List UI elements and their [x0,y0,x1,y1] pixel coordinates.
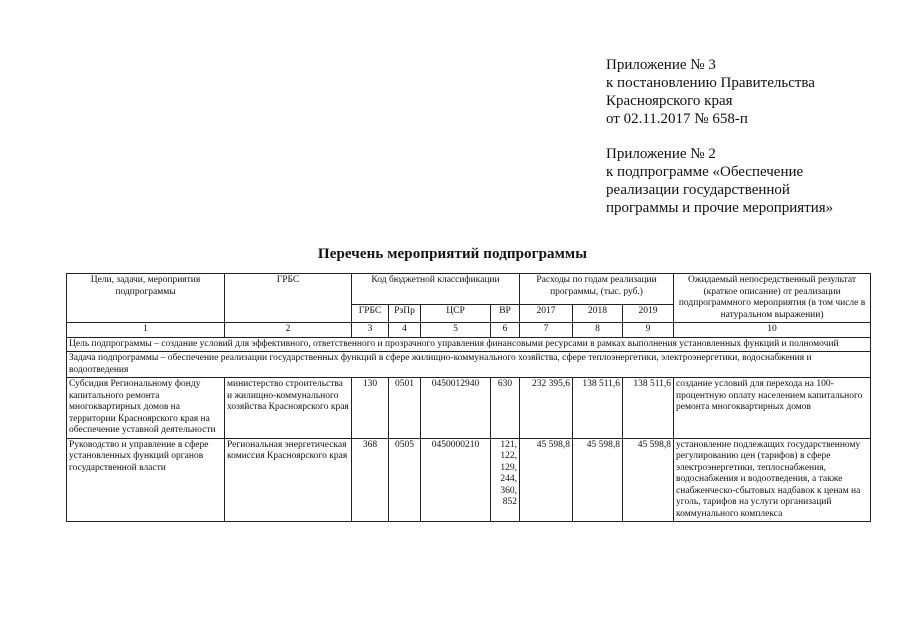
subheader-2019: 2019 [623,305,674,323]
appendix-2-block [606,145,833,217]
appendix-3-block [606,56,815,128]
column-number: 2 [225,323,352,338]
vr-code: 360, [500,485,518,496]
header-expenses-group: Расходы по годам реализации программы, (тыс. руб.) [520,274,674,305]
expected-result: установление подлежащих государственному регулированию цен (тарифов) в сфере электроэнергетики, теплоснабжения, водоснабжения и водоотведения, а также снабженческо-сбытовых надбавок к ценам на уголь, тарифов на услуги организаций коммунального комплекса [674,438,871,522]
vr-code-list [491,438,520,522]
column-number: 10 [674,323,871,338]
expense-2018: 138 511,6 [573,378,623,439]
column-number: 4 [389,323,421,338]
appendix-3-line: к постановлению Правительства [606,75,815,91]
csr-code: 0450012940 [421,378,491,439]
grbs-name: министерство строительства и жилищно-коммунального хозяйства Красноярского края [225,378,352,439]
grbs-code: 368 [352,438,389,522]
grbs-code: 130 [352,378,389,439]
vr-code: 630 [491,378,520,439]
subprogram-goal: Цель подпрограммы – создание условий для эффективного, ответственного и прозрачного управления финансовыми ресурсами в рамках выполнения установленных функций и полномочий [67,337,871,352]
goal-row [67,337,871,352]
csr-code: 0450000210 [421,438,491,522]
rzpr-code: 0501 [389,378,421,439]
vr-code: 129, [500,462,518,473]
column-number: 3 [352,323,389,338]
column-number: 5 [421,323,491,338]
subprogram-task: Задача подпрограммы – обеспечение реализации государственных функций в сфере жилищно-коммунального хозяйства, сфере теплоэнергетики, электроэнергетики, водоснабжения и водоотведения [67,352,871,378]
table-row [67,438,871,522]
appendix-2-line: реализации государственной [606,182,790,198]
subheader-2017: 2017 [520,305,573,323]
vr-code: 244, [500,474,518,484]
header-result: Ожидаемый непосредственный результат (краткое описание) от реализации подпрограммного мероприятия (в том числе в натуральном выражении) [674,274,871,323]
vr-code: 122, [500,451,518,461]
column-number: 1 [67,323,225,338]
expense-2017: 45 598,8 [520,438,573,522]
subheader-grbs: ГРБС [352,305,389,323]
expected-result: создание условий для перехода на 100-процентную оплату населением капитального ремонта многоквартирных домов [674,378,871,439]
table-row [67,378,871,439]
grbs-name: Региональная энергетическая комиссия Красноярского края [225,438,352,522]
column-number: 8 [573,323,623,338]
subheader-csr: ЦСР [421,305,491,323]
activity-name: Руководство и управление в сфере установленных функций органов государственной власти [67,438,225,522]
appendix-3-line: Приложение № 3 [606,57,716,73]
header-goals: Цели, задачи, мероприятия подпрограммы [67,274,225,323]
header-grbs: ГРБС [225,274,352,323]
subheader-rzpr: РзПр [389,305,421,323]
appendix-3-line: от 02.11.2017 № 658-п [606,111,748,127]
column-number-row [67,323,871,338]
column-number: 6 [491,323,520,338]
expense-2018: 45 598,8 [573,438,623,522]
expense-2019: 45 598,8 [623,438,674,522]
column-number: 9 [623,323,674,338]
document-title: Перечень мероприятий подпрограммы [317,246,588,262]
rzpr-code: 0505 [389,438,421,522]
appendix-3-line: Красноярского края [606,93,733,109]
activity-name: Субсидия Региональному фонду капитального ремонта многоквартирных домов на территории Красноярского края на обеспечение уставной деятельности [67,378,225,439]
table-header-row [67,274,871,305]
appendix-2-line: к подпрограмме «Обеспечение [606,164,804,180]
subheader-vr: ВР [491,305,520,323]
vr-code: 121, [500,439,518,450]
header-code-group: Код бюджетной классификации [352,274,520,305]
appendix-2-line: программы и прочие мероприятия» [606,200,834,216]
expense-2019: 138 511,6 [623,378,674,439]
column-number: 7 [520,323,573,338]
task-row [67,352,871,378]
activities-table [66,273,871,522]
vr-code: 852 [502,497,518,507]
appendix-2-line: Приложение № 2 [606,146,716,162]
expense-2017: 232 395,6 [520,378,573,439]
subheader-2018: 2018 [573,305,623,323]
